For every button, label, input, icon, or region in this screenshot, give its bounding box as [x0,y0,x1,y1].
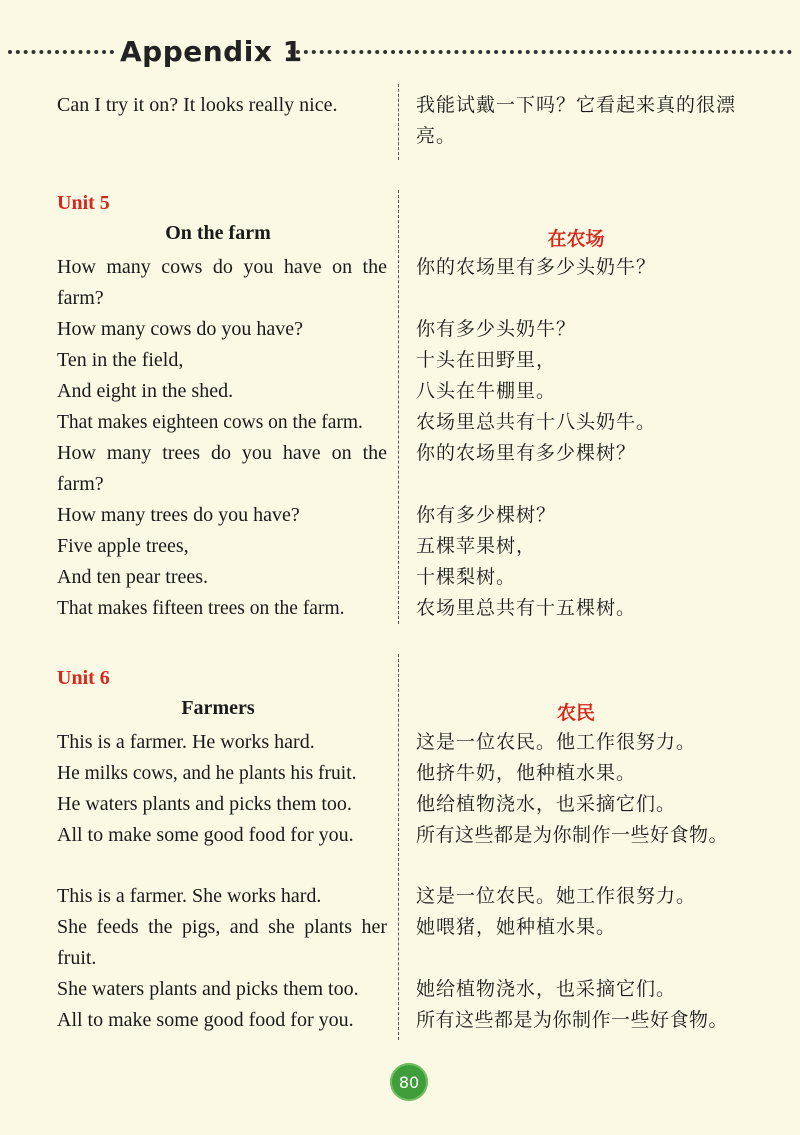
section-title-chinese: 农民 [556,702,595,724]
column-divider [398,84,399,160]
line-chinese: 农场里总共有十五棵树。 [416,597,637,619]
line-chinese: 所有这些都是为你制作一些好食物。 [416,1009,729,1031]
line-english: That makes eighteen cows on the farm. [57,412,363,433]
intro-english: Can I try it on? It looks really nice. [57,94,338,116]
line-chinese: 你有多少头奶牛？ [416,318,577,340]
line-english: All to make some good food for you. [57,1009,354,1031]
line-chinese: 你的农场里有多少棵树？ [416,442,637,464]
line-chinese: 五棵苹果树， [416,535,537,557]
unit-heading: Unit 5 [57,192,110,214]
line-chinese: 她喂猪，她种植水果。 [416,916,617,938]
line-chinese: 她给植物浇水，也采摘它们。 [416,978,677,1000]
unit-heading: Unit 6 [57,667,110,689]
line-english: Five apple trees, [57,535,189,557]
line-chinese: 他给植物浇水，也采摘它们。 [416,793,677,815]
line-english: And eight in the shed. [57,380,234,402]
line-english: She waters plants and picks them too. [57,978,359,1000]
line-english: That makes fifteen trees on the farm. [57,598,345,619]
line-chinese: 所有这些都是为你制作一些好食物。 [416,824,729,846]
line-english: This is a farmer. She works hard. [57,885,322,907]
page-title: Appendix 1 [120,35,303,68]
intro-chinese: 我能试戴一下吗？它看起来真的很漂亮。 [416,94,737,147]
section-title-english: Farmers [181,697,255,719]
line-chinese: 这是一位农民。他工作很努力。 [416,731,697,753]
column-divider [398,654,399,1040]
line-english: Ten in the field, [57,349,184,371]
line-chinese: 你的农场里有多少头奶牛？ [416,256,657,278]
line-english: This is a farmer. He works hard. [57,731,315,753]
line-english: How many cows do you have on the farm? [57,256,387,309]
line-chinese: 这是一位农民。她工作很努力。 [416,885,697,907]
dotted-rule-left [8,50,114,54]
line-chinese: 农场里总共有十八头奶牛。 [416,411,657,433]
line-english: How many cows do you have? [57,318,304,340]
line-english: He waters plants and picks them too. [57,793,352,815]
page-header [8,32,792,72]
dotted-rule-right [288,50,792,54]
line-english: He milks cows, and he plants his fruit. [57,763,357,784]
line-chinese: 十棵梨树。 [416,566,517,588]
line-english: How many trees do you have? [57,504,300,526]
line-english: How many trees do you have on the farm? [57,442,387,495]
section-title-english: On the farm [165,222,271,244]
line-chinese: 你有多少棵树？ [416,504,557,526]
section-title-chinese: 在农场 [547,228,605,250]
line-chinese: 八头在牛棚里。 [416,380,557,402]
column-divider [398,190,399,624]
page-number-badge: 80 [390,1063,428,1101]
line-chinese: 十头在田野里， [416,349,557,371]
line-english: She feeds the pigs, and she plants her fruit. [57,916,387,969]
line-english: And ten pear trees. [57,566,209,588]
line-english: All to make some good food for you. [57,824,354,846]
line-chinese: 他挤牛奶，他种植水果。 [416,762,637,784]
